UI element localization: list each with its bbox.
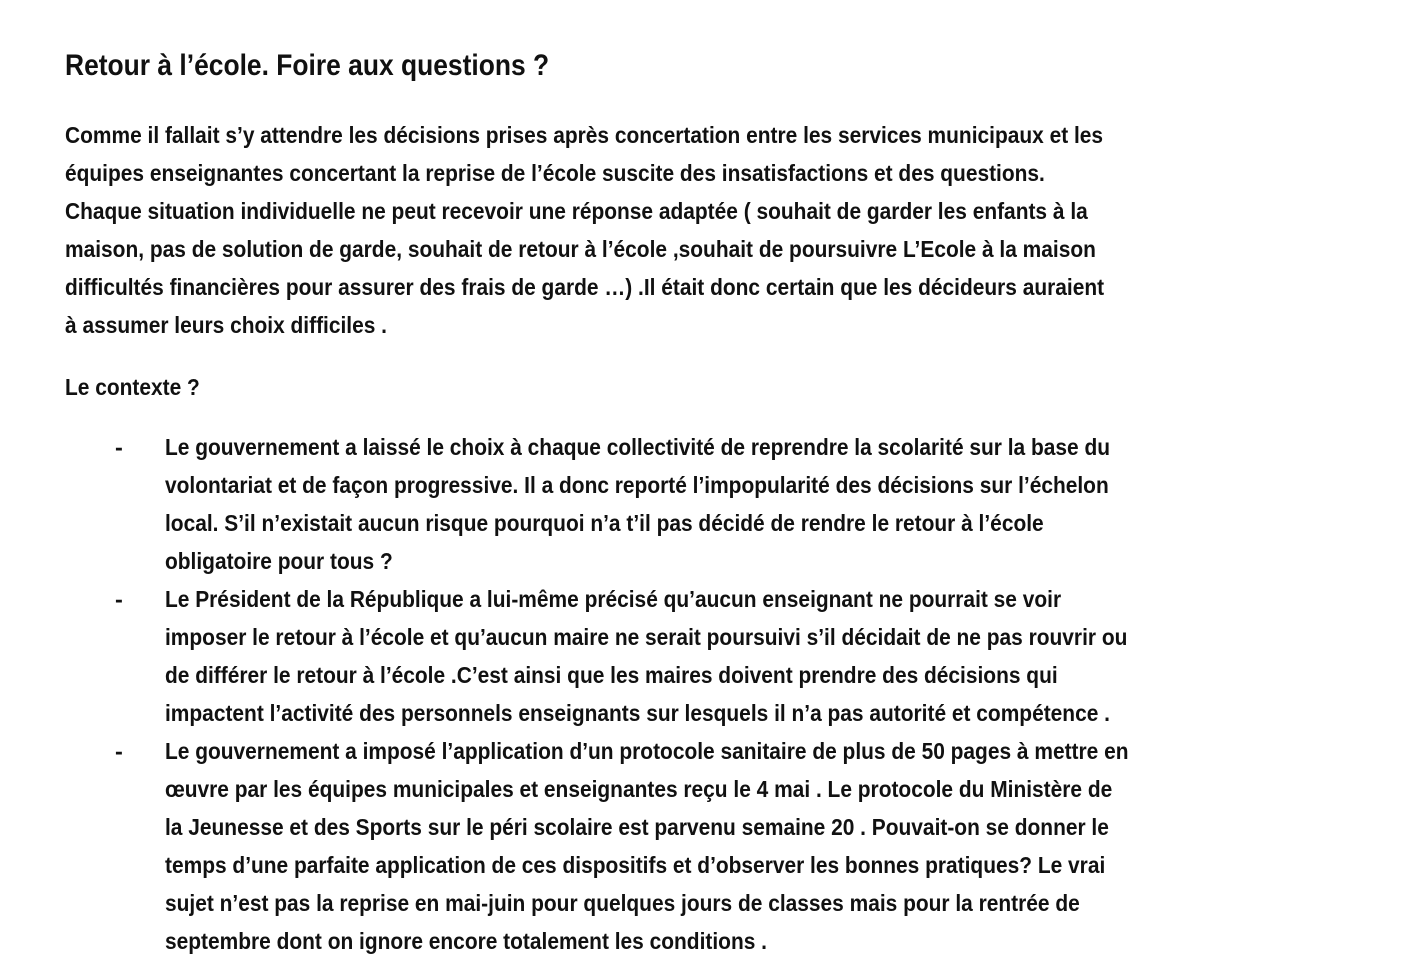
- bullet-item: [65, 732, 1355, 960]
- intro-line: à assumer leurs choix difficiles .: [65, 312, 387, 338]
- bullet-item: [65, 580, 1355, 732]
- bullet-line: sujet n’est pas la reprise en mai-juin pour quelques jours de classes mais pour la rentrée de: [165, 890, 1080, 916]
- bullet-line: imposer le retour à l’école et qu’aucun maire ne serait poursuivi s’il décidait de ne pas rouvrir ou: [165, 624, 1128, 650]
- intro-line: difficultés financières pour assurer des frais de garde …) .Il était donc certain que les décideurs auraient: [65, 274, 1105, 300]
- bullet-line: Le Président de la République a lui-même précisé qu’aucun enseignant ne pourrait se voir: [165, 586, 1062, 612]
- bullet-item: [65, 428, 1355, 580]
- intro-line: Chaque situation individuelle ne peut recevoir une réponse adaptée ( souhait de garder les enfants à la: [65, 198, 1088, 224]
- bullet-line: Le gouvernement a laissé le choix à chaque collectivité de reprendre la scolarité sur la base du: [165, 434, 1111, 460]
- bullet-line: Le gouvernement a imposé l’application d’un protocole sanitaire de plus de 50 pages à mettre en: [165, 738, 1129, 764]
- bullet-line: volontariat et de façon progressive. Il a donc reporté l’impopularité des décisions sur l’échelon: [165, 472, 1109, 498]
- intro-line: Comme il fallait s’y attendre les décisions prises après concertation entre les services municipaux et les: [65, 122, 1104, 148]
- bullet-line: de différer le retour à l’école .C’est ainsi que les maires doivent prendre des décisions qui: [165, 662, 1058, 688]
- bullet-line: temps d’une parfaite application de ces dispositifs et d’observer les bonnes pratiques? Le vrai: [165, 852, 1106, 878]
- bullet-line: obligatoire pour tous ?: [165, 548, 393, 574]
- intro-paragraph: [65, 116, 1355, 344]
- bullet-line: la Jeunesse et des Sports sur le péri scolaire est parvenu semaine 20 . Pouvait-on se donner le: [165, 814, 1109, 840]
- intro-line: maison, pas de solution de garde, souhait de retour à l’école ,souhait de poursuivre L’Ecole à la maison: [65, 236, 1096, 262]
- page-title: Retour à l’école. Foire aux questions ?: [65, 49, 550, 82]
- bullet-dash: -: [115, 738, 123, 764]
- intro-line: équipes enseignantes concertant la reprise de l’école suscite des insatisfactions et des questions.: [65, 160, 1045, 186]
- section-heading: Le contexte ?: [65, 374, 200, 400]
- bullet-line: impactent l’activité des personnels enseignants sur lesquels il n’a pas autorité et compétence .: [165, 700, 1110, 726]
- bullet-line: septembre dont on ignore encore totalement les conditions .: [165, 928, 767, 954]
- bullet-list: [65, 428, 1355, 960]
- bullet-line: œuvre par les équipes municipales et enseignantes reçu le 4 mai . Le protocole du Ministère de: [165, 776, 1113, 802]
- bullet-dash: -: [115, 586, 123, 612]
- bullet-dash: -: [115, 434, 123, 460]
- bullet-line: local. S’il n’existait aucun risque pourquoi n’a t’il pas décidé de rendre le retour à l’école: [165, 510, 1044, 536]
- document-page: [65, 46, 1355, 960]
